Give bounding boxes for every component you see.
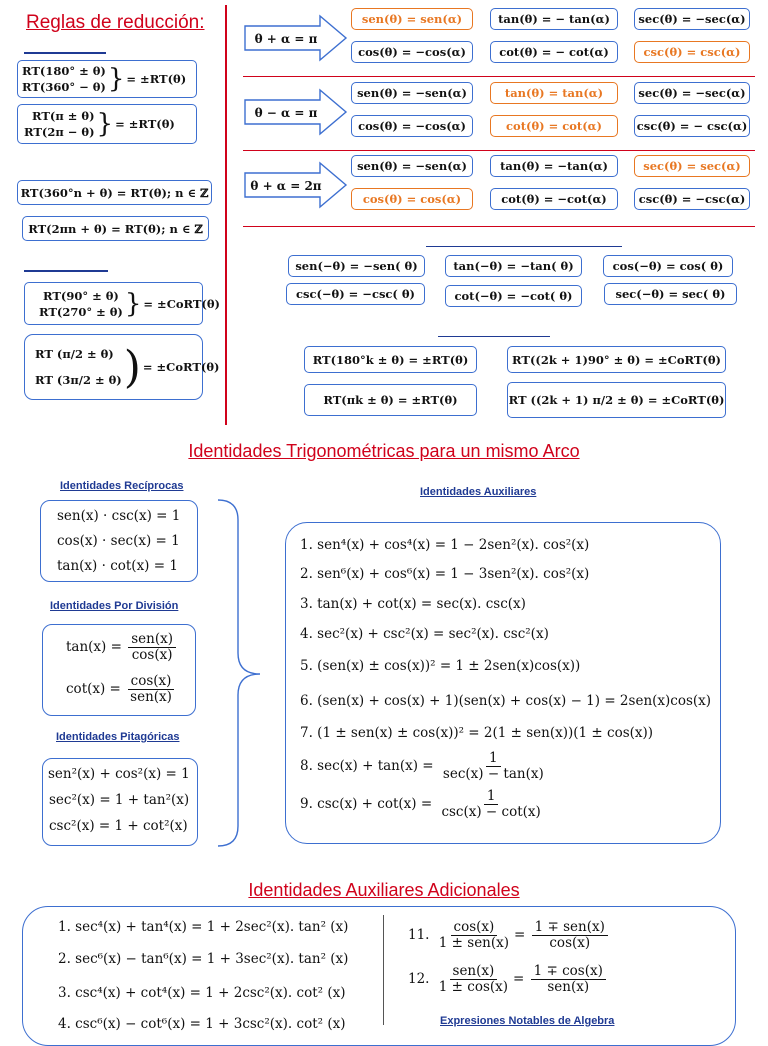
group-2-cell-2: sec(θ) = sec(α) — [634, 155, 750, 177]
rule-f2: RT (3π/2 ± θ) — [35, 373, 122, 387]
neg-cos: cos(−θ) = cos( θ) — [603, 255, 733, 277]
group-divider-1 — [243, 76, 755, 77]
group-2-cell-3: cos(θ) = cos(α) — [351, 188, 473, 210]
group-0-cell-3: cos(θ) = −cos(α) — [351, 41, 473, 63]
neg-sen: sen(−θ) = −sen( θ) — [288, 255, 425, 277]
reciprocas-2: cos(x) · sec(x) = 1 — [57, 533, 180, 549]
pitagoricas-1: sen²(x) + cos²(x) = 1 — [48, 766, 190, 782]
adic-3: 3. csc⁴(x) + cot⁴(x) = 1 + 2csc²(x). cot² (x) — [58, 985, 346, 1001]
adic-12-num-a: sen(x) — [450, 964, 498, 980]
aux-8-lhs: 8. sec(x) + tan(x) = — [300, 758, 434, 774]
general-2: RT((2k + 1)90° ± θ) = ±CoRT(θ) — [507, 346, 726, 373]
group-1-cell-5: csc(θ) = − csc(α) — [634, 115, 750, 137]
rule-box-a: RT(180° ± θ) RT(360° − θ) } = ±RT(θ) — [17, 60, 197, 98]
aux-title: Identidades Auxiliares — [420, 486, 537, 498]
adic-11-num-a: cos(x) — [451, 920, 498, 936]
group-0-cell-4: cot(θ) = − cot(α) — [490, 41, 618, 63]
aux-9-lhs: 9. csc(x) + cot(x) = — [300, 796, 433, 812]
rule-b2: RT(2π − θ) — [24, 125, 95, 139]
rule-box-f: RT (π/2 ± θ) RT (3π/2 ± θ) ) = ±CoRT(θ) — [24, 334, 203, 400]
division-tan-den: cos(x) — [131, 647, 173, 663]
group-1-cell-1: tan(θ) = tan(α) — [490, 82, 618, 104]
rule-f1: RT (π/2 ± θ) — [35, 347, 114, 361]
division-cot — [66, 674, 177, 705]
adic-4: 4. csc⁶(x) − cot⁶(x) = 1 + 3csc²(x). cot² (x) — [58, 1016, 346, 1032]
adic-12-label: 12. — [408, 971, 430, 987]
reciprocas-1: sen(x) · csc(x) = 1 — [57, 508, 181, 524]
aux-5: 5. (sen(x) ± cos(x))² = 1 ± 2sen(x)cos(x)) — [300, 658, 581, 674]
rule-b1: RT(π ± θ) — [32, 109, 95, 123]
aux-8-den: sec(x) − tan(x) — [442, 766, 544, 782]
rule-e1: RT(90° ± θ) — [43, 288, 119, 303]
rule-divider — [24, 52, 106, 54]
page-title: Reglas de reducción: — [26, 12, 205, 33]
adic-12-num-b: 1 ∓ cos(x) — [531, 964, 606, 980]
neg-tan: tan(−θ) = −tan( θ) — [445, 255, 582, 277]
division-tan-lhs: tan(x) = — [66, 639, 122, 655]
brace-icon — [214, 498, 264, 848]
division-cot-num: cos(x) — [128, 674, 175, 690]
adic-2: 2. sec⁶(x) − tan⁶(x) = 1 + 3sec²(x). tan² (x) — [58, 951, 349, 967]
rule-box-e: RT(90° ± θ) RT(270° ± θ) } = ±CoRT(θ) — [24, 282, 203, 325]
aux-8-num: 1 — [486, 751, 501, 767]
neg-sec: sec(−θ) = sec( θ) — [604, 283, 737, 305]
adic-11-den-a: 1 ± sen(x) — [438, 935, 510, 951]
aux-3: 3. tan(x) + cot(x) = sec(x). csc(x) — [300, 596, 526, 612]
rule-box-c: RT(360°n + θ) = RT(θ); n ∈ ℤ — [17, 180, 212, 205]
aux-6: 6. (sen(x) + cos(x) + 1)(sen(x) + cos(x) − 1) = 2sen(x)cos(x) — [300, 693, 712, 709]
rule-a-result: = ±RT(θ) — [126, 72, 187, 86]
aux-7: 7. (1 ± sen(x) ± cos(x))² = 2(1 ± sen(x))(1 ± cos(x)) — [300, 725, 654, 741]
rule-f-result: = ±CoRT(θ) — [142, 360, 220, 374]
aux-2: 2. sen⁶(x) + cos⁶(x) = 1 − 3sen²(x). cos²(x) — [300, 566, 590, 582]
section1-title: Identidades Trigonométricas para un mismo Arco — [188, 441, 580, 461]
rule-a2: RT(360° − θ) — [22, 80, 106, 94]
group-0-cell-5: csc(θ) = csc(α) — [634, 41, 750, 63]
adic-12-den-b: sen(x) — [547, 979, 590, 995]
rule-box-d: RT(2πn + θ) = RT(θ); n ∈ ℤ — [22, 216, 209, 241]
pitagoricas-2: sec²(x) = 1 + tan²(x) — [49, 792, 190, 808]
rule-e-result: = ±CoRT(θ) — [143, 296, 220, 311]
rule-box-b: RT(π ± θ) RT(2π − θ) } = ±RT(θ) — [17, 104, 197, 144]
group-divider-2 — [243, 150, 755, 151]
group-1-cell-4: cot(θ) = cot(α) — [490, 115, 618, 137]
adic-11: 11. $\frac{\cos(x)}{\text{1 ± sen(x)}}$ = $\frac{\text{1 ∓ sen(x)}}{\cos(x)}$ — [408, 920, 610, 951]
aux-9 — [300, 789, 546, 820]
rule-a1: RT(180° ± θ) — [22, 64, 106, 78]
general-4: RT ((2k + 1) π/2 ± θ) = ±CoRT(θ) — [507, 382, 726, 418]
division-cot-lhs: cot(x) = — [66, 681, 121, 697]
group-2-cell-5: csc(θ) = −csc(α) — [634, 188, 750, 210]
rule-b-result: = ±RT(θ) — [115, 117, 175, 131]
division-tan-num: sen(x) — [128, 632, 176, 648]
division-cot-den: sen(x) — [130, 689, 172, 705]
adic-12-den-a: 1 ± cos(x) — [438, 979, 509, 995]
group-1-cell-2: sec(θ) = −sec(α) — [634, 82, 750, 104]
section2-divider — [383, 915, 384, 1025]
adic-12: 12. $\frac{\text{sen(x)}}{1 \pm \cos(x)}$ = $\frac{1 \mp \cos(x)}{\text{sen(x)}}$ — [408, 964, 608, 995]
aux-8 — [300, 751, 549, 782]
vertical-divider — [225, 5, 227, 425]
adic-11-den-b: cos(x) — [549, 935, 591, 951]
division-tan — [66, 632, 178, 663]
group-arrow-label: θ + α = π — [254, 32, 318, 46]
algebra-title: Expresiones Notables de Algebra — [440, 1015, 615, 1027]
reciprocas-title: Identidades Recíprocas — [60, 480, 184, 492]
rule-divider-2 — [24, 270, 108, 272]
pitagoricas-3: csc²(x) = 1 + cot²(x) — [49, 818, 188, 834]
group-0-cell-1: tan(θ) = − tan(α) — [490, 8, 618, 30]
group-arrow-label: θ + α = 2π — [250, 179, 322, 193]
aux-9-den: csc(x) − cot(x) — [441, 804, 541, 820]
group-2-cell-1: tan(θ) = −tan(α) — [490, 155, 618, 177]
general-3: RT(πk ± θ) = ±RT(θ) — [304, 384, 477, 416]
adic-11-label: 11. — [408, 927, 430, 943]
reciprocas-3: tan(x) · cot(x) = 1 — [57, 558, 178, 574]
group-divider-3 — [243, 226, 755, 227]
neg-csc: csc(−θ) = −csc( θ) — [286, 283, 425, 305]
aux-4: 4. sec²(x) + csc²(x) = sec²(x). csc²(x) — [300, 626, 549, 642]
neg-cot: cot(−θ) = −cot( θ) — [445, 285, 582, 307]
group-arrow-label: θ − α = π — [254, 106, 318, 120]
group-2-cell-0: sen(θ) = −sen(α) — [351, 155, 473, 177]
group-2-cell-4: cot(θ) = −cot(α) — [490, 188, 618, 210]
group-0-cell-0: sen(θ) = sen(α) — [351, 8, 473, 30]
division-title: Identidades Por División — [50, 600, 179, 612]
group-1-cell-3: cos(θ) = −cos(α) — [351, 115, 473, 137]
adic-1: 1. sec⁴(x) + tan⁴(x) = 1 + 2sec²(x). tan² (x) — [58, 919, 349, 935]
general-divider — [438, 336, 550, 337]
pitagoricas-title: Identidades Pitagóricas — [56, 731, 180, 743]
negatives-divider — [426, 246, 622, 247]
rule-e2: RT(270° ± θ) — [39, 304, 123, 319]
aux-1: 1. sen⁴(x) + cos⁴(x) = 1 − 2sen²(x). cos²(x) — [300, 537, 590, 553]
group-1-cell-0: sen(θ) = −sen(α) — [351, 82, 473, 104]
section2-title: Identidades Auxiliares Adicionales — [248, 880, 520, 900]
adic-11-num-b: 1 ∓ sen(x) — [532, 920, 608, 936]
group-0-cell-2: sec(θ) = −sec(α) — [634, 8, 750, 30]
aux-9-num: 1 — [484, 789, 499, 805]
general-1: RT(180°k ± θ) = ±RT(θ) — [304, 346, 477, 373]
